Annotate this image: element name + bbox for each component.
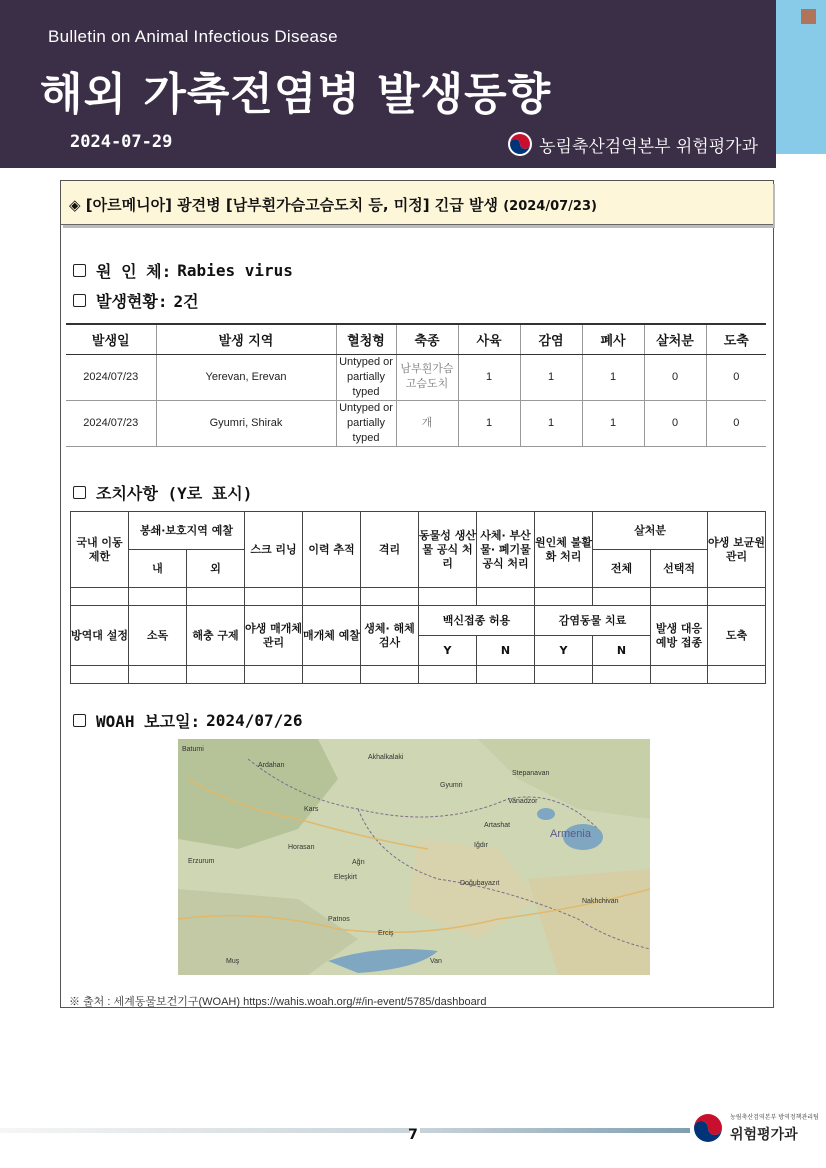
pathogen-line	[73, 259, 293, 282]
measure-cell	[245, 588, 303, 606]
col-vaccination-n: N	[477, 636, 535, 666]
footer-line	[420, 1128, 690, 1133]
col-inside: 내	[129, 550, 187, 588]
cell-dead: 1	[582, 400, 644, 446]
square-bullet-icon	[73, 714, 86, 727]
measure-cell	[651, 666, 708, 684]
measure-cell	[708, 588, 766, 606]
col-outbreak-vaccination: 발생 대응 예방 접종	[651, 606, 708, 666]
status-line	[73, 289, 199, 312]
measures-label: 조치사항 (Y로 표시)	[96, 484, 253, 503]
cell-serotype: Untyped or partially typed	[336, 400, 396, 446]
measure-cell	[708, 666, 766, 684]
footer-logo-subtitle: 농림축산검역본부 방역정책관리팀	[730, 1114, 819, 1121]
page-number: 7	[408, 1127, 418, 1143]
square-bullet-icon	[73, 486, 86, 499]
pathogen-value: Rabies virus	[177, 261, 293, 280]
map-label-eleskirt: Eleşkirt	[334, 874, 357, 881]
government-emblem-icon	[690, 1110, 726, 1146]
decorative-square	[801, 9, 816, 24]
outbreak-map	[178, 739, 650, 975]
source-note: ※ 출처 : 세계동물보건기구(WOAH) https://wahis.woah.org/#/in-event/5785/dashboard	[69, 996, 487, 1008]
col-treatment-n: N	[593, 636, 651, 666]
measure-cell	[477, 666, 535, 684]
map-label-stepanavan: Stepanavan	[512, 770, 550, 777]
map-label-erzurum: Erzurum	[188, 858, 215, 865]
woah-label: WOAH 보고일:	[96, 712, 201, 731]
report-title	[69, 194, 597, 215]
col-lockdown: 봉쇄·보호지역 예찰	[129, 512, 245, 550]
outbreak-table	[66, 323, 766, 447]
cell-kept: 1	[458, 354, 520, 400]
report-title-date: (2024/07/23)	[503, 199, 597, 214]
header-date: 발생일	[66, 324, 156, 354]
measure-cell	[361, 666, 419, 684]
header-kept: 사육	[458, 324, 520, 354]
page-title: 해외 가축전염병 발생동향	[40, 69, 552, 120]
status-value: 2건	[173, 292, 199, 311]
measure-cell	[71, 666, 129, 684]
col-culling-selective: 선택적	[651, 550, 708, 588]
measure-cell	[651, 588, 708, 606]
cell-date: 2024/07/23	[66, 400, 156, 446]
table-row	[71, 588, 766, 606]
map-label-kars: Kars	[304, 806, 319, 813]
cell-dead: 1	[582, 354, 644, 400]
col-treatment-y: Y	[535, 636, 593, 666]
col-culling: 살처분	[593, 512, 708, 550]
header-region: 발생 지역	[156, 324, 336, 354]
table-row	[66, 354, 766, 400]
cell-date: 2024/07/23	[66, 354, 156, 400]
col-slaughter: 도축	[708, 606, 766, 666]
col-vaccination-y: Y	[419, 636, 477, 666]
agency-name: 농림축산검역본부 위험평가과	[539, 136, 758, 157]
footer-line	[0, 1128, 410, 1133]
footer-logo-title: 위험평가과	[730, 1127, 798, 1143]
col-inactivation: 원인체 불활화 처리	[535, 512, 593, 588]
cell-infected: 1	[520, 400, 582, 446]
square-bullet-icon	[73, 294, 86, 307]
cell-slaughtered: 0	[706, 354, 766, 400]
col-zoning: 방역대 설정	[71, 606, 129, 666]
government-emblem-icon	[507, 131, 533, 157]
measure-cell	[245, 666, 303, 684]
measure-cell	[129, 588, 187, 606]
map-label-ardahan: Ardahan	[258, 762, 285, 769]
col-wildlife-reservoir: 야생 보균원 관리	[708, 512, 766, 588]
map-label-armenia: Armenia	[550, 828, 591, 840]
page-header	[0, 0, 776, 168]
col-quarantine: 격리	[361, 512, 419, 588]
col-disinfection: 소독	[129, 606, 187, 666]
cell-culled: 0	[644, 354, 706, 400]
cell-culled: 0	[644, 400, 706, 446]
woah-heading	[73, 709, 303, 732]
map-label-agri: Ağrı	[352, 859, 365, 866]
square-bullet-icon	[73, 264, 86, 277]
bulletin-title: Bulletin on Animal Infectious Disease	[48, 27, 338, 46]
map-label-batumi: Batumi	[182, 746, 204, 753]
report-box	[60, 180, 774, 1008]
table-header-row	[66, 324, 766, 354]
bulletin-date: 2024-07-29	[70, 132, 173, 152]
cell-slaughtered: 0	[706, 400, 766, 446]
col-disposal-products: 동물성 생산물 공식 처리	[419, 512, 477, 588]
table-row	[71, 666, 766, 684]
map-label-horasan: Horasan	[288, 844, 315, 851]
col-vivo-postmortem: 생체· 해체 검사	[361, 606, 419, 666]
report-title-text: ◈ [아르메니아] 광견병 [남부흰가슴고슴도치 등, 미정] 긴급 발생	[69, 196, 498, 214]
measure-cell	[593, 666, 651, 684]
cell-serotype: Untyped or partially typed	[336, 354, 396, 400]
cell-infected: 1	[520, 354, 582, 400]
header-slaughtered: 도축	[706, 324, 766, 354]
pathogen-label: 원 인 체:	[96, 262, 172, 281]
map-label-mus: Muş	[226, 958, 240, 965]
map-image	[178, 739, 650, 975]
col-pest-control: 해충 구제	[187, 606, 245, 666]
map-label-akhalkalaki: Akhalkalaki	[368, 754, 404, 761]
measure-cell	[303, 666, 361, 684]
measure-cell	[129, 666, 187, 684]
map-label-gyumri: Gyumri	[440, 782, 463, 789]
col-vector-surveillance: 매개체 예찰	[303, 606, 361, 666]
measure-cell	[419, 666, 477, 684]
col-disposal-carcass: 사체· 부산물· 폐기물 공식 처리	[477, 512, 535, 588]
col-domestic-movement: 국내 이동 제한	[71, 512, 129, 588]
table-row	[66, 400, 766, 446]
map-label-patnos: Patnos	[328, 916, 350, 923]
measure-cell	[303, 588, 361, 606]
measure-cell	[419, 588, 477, 606]
col-wildlife-vector: 야생 매개체 관리	[245, 606, 303, 666]
cell-species: 남부흰가슴고슴도치	[396, 354, 458, 400]
col-culling-all: 전체	[593, 550, 651, 588]
measure-cell	[535, 666, 593, 684]
header-infected: 감염	[520, 324, 582, 354]
header-species: 축종	[396, 324, 458, 354]
map-label-artashat: Artashat	[484, 822, 511, 829]
agency	[507, 131, 758, 157]
cell-region: Gyumri, Shirak	[156, 400, 336, 446]
measure-cell	[187, 666, 245, 684]
cell-species: 개	[396, 400, 458, 446]
col-treatment: 감염동물 치료	[535, 606, 651, 636]
measure-cell	[361, 588, 419, 606]
header-culled: 살처분	[644, 324, 706, 354]
woah-date: 2024/07/26	[206, 711, 303, 730]
col-traceability: 이력 추적	[303, 512, 361, 588]
measure-cell	[535, 588, 593, 606]
status-label: 발생현황:	[96, 292, 168, 311]
measure-cell	[477, 588, 535, 606]
map-label-igdir: Iğdır	[474, 842, 489, 849]
measure-cell	[593, 588, 651, 606]
header-dead: 폐사	[582, 324, 644, 354]
col-vaccination-allowed: 백신접종 허용	[419, 606, 535, 636]
measures-heading	[73, 481, 252, 504]
report-title-banner	[61, 181, 773, 225]
measures-table	[70, 511, 766, 684]
map-label-dogubayazit: Doğubayazıt	[460, 880, 500, 887]
map-label-van: Van	[430, 958, 442, 965]
map-label-vanadzor: Vanadzor	[508, 798, 538, 805]
measure-cell	[187, 588, 245, 606]
cell-region: Yerevan, Erevan	[156, 354, 336, 400]
measure-cell	[71, 588, 129, 606]
header-serotype: 혈청형	[336, 324, 396, 354]
footer-logo	[688, 1106, 818, 1150]
map-label-ercis: Erciş	[378, 930, 394, 937]
col-screening: 스크 리닝	[245, 512, 303, 588]
cell-kept: 1	[458, 400, 520, 446]
map-label-nakhchivan: Nakhchivan	[582, 898, 619, 905]
col-outside: 외	[187, 550, 245, 588]
